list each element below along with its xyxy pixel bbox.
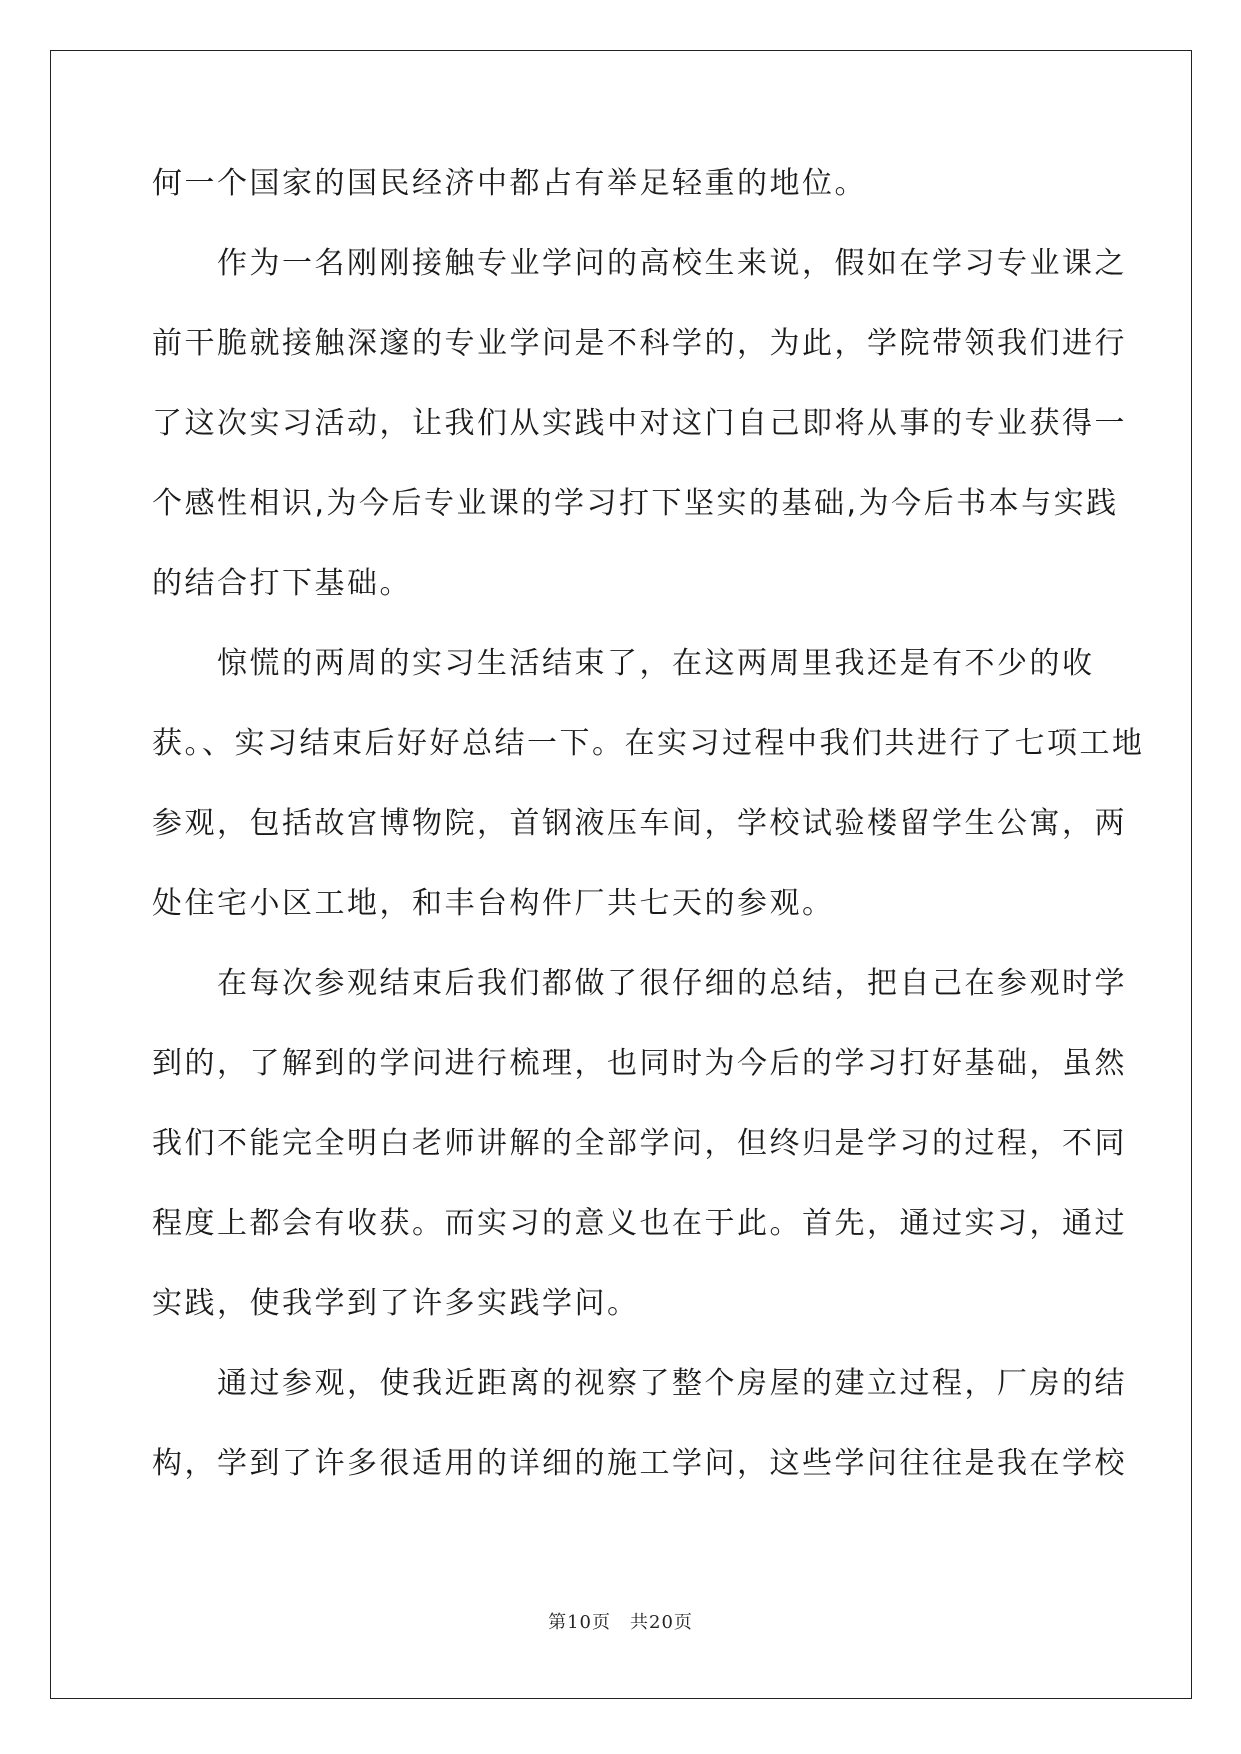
text-line: 惊慌的两周的实习生活结束了，在这两周里我还是有不少的收 (152, 646, 1095, 681)
text-line: 在每次参观结束后我们都做了很仔细的总结，把自己在参观时学 (152, 966, 1127, 1001)
text-line: 我们不能完全明白老师讲解的全部学问，但终归是学习的过程，不同 (152, 1126, 1127, 1161)
text-line: 作为一名刚刚接触专业学问的高校生来说，假如在学习专业课之 (152, 246, 1127, 281)
text-line: 前干脆就接触深邃的专业学问是不科学的，为此，学院带领我们进行 (152, 326, 1127, 361)
text-line: 程度上都会有收获。而实习的意义也在于此。首先，通过实习，通过 (152, 1206, 1127, 1241)
text-line: 获。、实习结束后好好总结一下。在实习过程中我们共进行了七项工地 (152, 726, 1145, 761)
text-line: 构，学到了许多很适用的详细的施工学问，这些学问往往是我在学校 (152, 1446, 1127, 1481)
text-line: 何一个国家的国民经济中都占有举足轻重的地位。 (152, 166, 867, 201)
text-line: 通过参观，使我近距离的视察了整个房屋的建立过程，厂房的结 (152, 1366, 1127, 1401)
text-line: 个感性相识,为今后专业课的学习打下坚实的基础,为今后书本与实践 (152, 486, 1119, 521)
document-body (152, 160, 1145, 1520)
page-number-footer: 第10页 共20页 (548, 1612, 693, 1633)
text-line: 了这次实习活动，让我们从实践中对这门自己即将从事的专业获得一 (152, 406, 1127, 441)
text-line: 到的，了解到的学问进行梳理，也同时为今后的学习打好基础，虽然 (152, 1046, 1127, 1081)
text-line: 处住宅小区工地，和丰台构件厂共七天的参观。 (152, 886, 835, 921)
text-line: 参观，包括故宫博物院，首钢液压车间，学校试验楼留学生公寓，两 (152, 806, 1127, 841)
text-line: 实践，使我学到了许多实践学问。 (152, 1286, 640, 1321)
text-line: 的结合打下基础。 (152, 566, 412, 601)
